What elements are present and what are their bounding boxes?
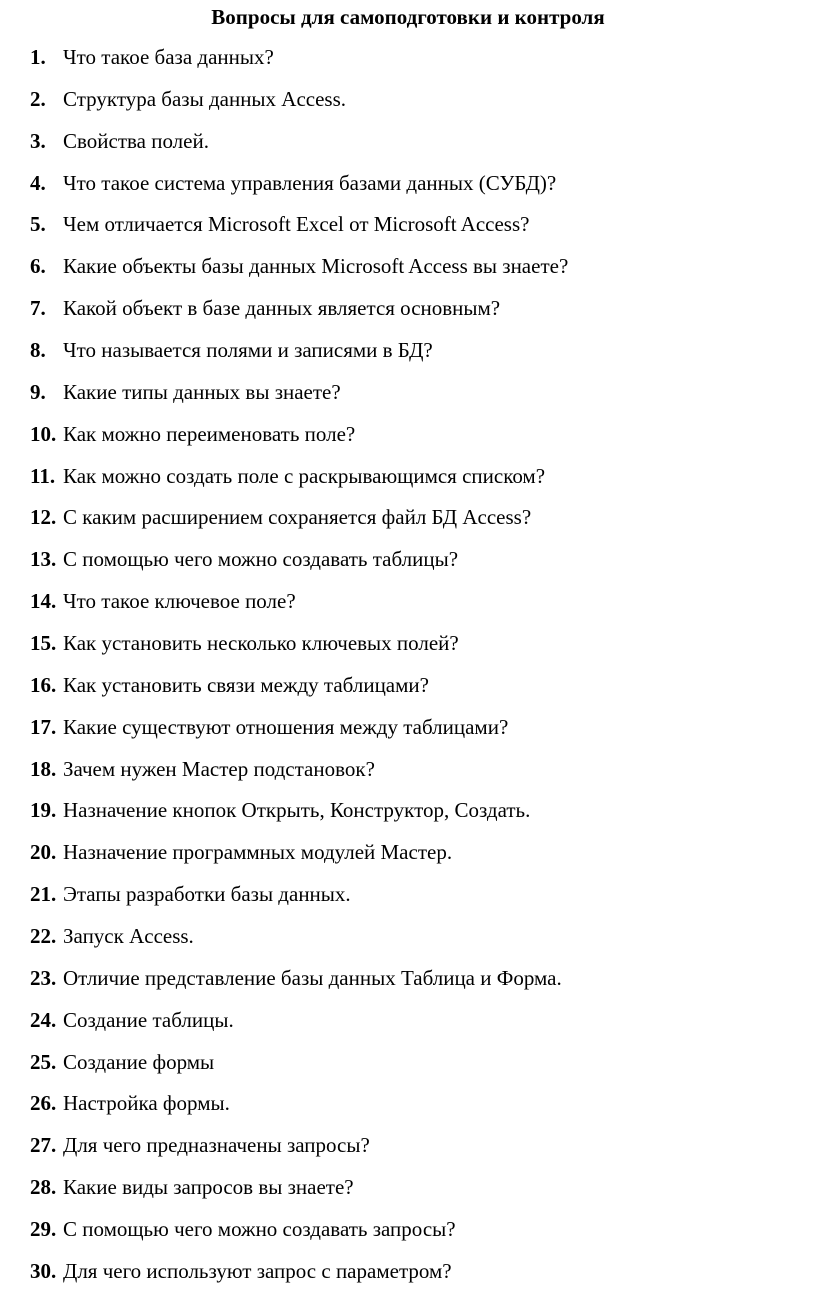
question-item — [30, 167, 816, 209]
question-number: 16. — [30, 672, 57, 697]
question-item — [30, 920, 816, 962]
question-text: С каким расширением сохраняется файл БД Access? — [63, 505, 532, 530]
question-item — [30, 543, 816, 585]
question-number: 2. — [30, 86, 46, 111]
question-text: Как можно создать поле с раскрывающимся списком? — [63, 463, 546, 488]
question-item — [30, 878, 816, 920]
question-text: Запуск Access. — [63, 924, 194, 949]
question-item — [30, 753, 816, 795]
question-text: Какие объекты базы данных Microsoft Access вы знаете? — [63, 254, 569, 279]
question-number: 20. — [30, 840, 57, 865]
question-text: Как установить несколько ключевых полей? — [63, 631, 459, 656]
question-text: Какие существуют отношения между таблицами? — [63, 714, 509, 739]
question-item — [30, 711, 816, 753]
question-text: Как установить связи между таблицами? — [63, 672, 429, 697]
question-text: Создание формы — [63, 1049, 215, 1074]
question-item — [30, 208, 816, 250]
question-item — [30, 250, 816, 292]
question-number: 10. — [30, 421, 57, 446]
question-item — [30, 627, 816, 669]
question-number: 4. — [30, 170, 46, 195]
question-text: Что такое система управления базами данных (СУБД)? — [63, 170, 557, 195]
question-item — [30, 794, 816, 836]
question-text: Какой объект в базе данных является основным? — [63, 296, 501, 321]
question-item — [30, 292, 816, 334]
question-text: Чем отличается Microsoft Excel от Microsoft Access? — [63, 212, 530, 237]
question-number: 3. — [30, 128, 46, 153]
question-item — [30, 334, 816, 376]
question-text: Что называется полями и записями в БД? — [63, 338, 433, 363]
question-number: 1. — [30, 45, 46, 69]
question-item — [30, 1213, 816, 1255]
question-number: 18. — [30, 756, 57, 781]
question-item — [30, 1171, 816, 1213]
question-number: 15. — [30, 631, 57, 656]
question-number: 6. — [30, 254, 46, 279]
question-item — [30, 585, 816, 627]
question-item — [30, 418, 816, 460]
question-number: 27. — [30, 1133, 57, 1158]
question-item — [30, 1255, 816, 1297]
question-text: Для чего предназначены запросы? — [63, 1133, 370, 1158]
question-item — [30, 1129, 816, 1171]
question-number: 11. — [30, 463, 56, 488]
question-text: Какие виды запросов вы знаете? — [63, 1175, 354, 1200]
question-text: Отличие представление базы данных Таблица и Форма. — [63, 965, 562, 990]
question-number: 19. — [30, 798, 57, 823]
question-number: 13. — [30, 547, 57, 572]
question-number: 12. — [30, 505, 57, 530]
question-text: Свойства полей. — [63, 128, 209, 153]
question-text: Какие типы данных вы знаете? — [63, 379, 341, 404]
question-item — [30, 460, 816, 502]
question-text: Структура базы данных Access. — [63, 86, 347, 111]
question-text: Настройка формы. — [63, 1091, 230, 1116]
question-item — [30, 376, 816, 418]
question-number: 25. — [30, 1049, 57, 1074]
question-number: 17. — [30, 714, 57, 739]
question-text: Создание таблицы. — [63, 1007, 234, 1032]
question-number: 24. — [30, 1007, 57, 1032]
question-text: Этапы разработки базы данных. — [63, 882, 351, 907]
question-text: С помощью чего можно создавать таблицы? — [63, 547, 459, 572]
question-item — [30, 1087, 816, 1129]
question-text: Для чего используют запрос с параметром? — [63, 1258, 452, 1283]
question-text: Что такое ключевое поле? — [63, 589, 296, 614]
question-list — [30, 41, 816, 1297]
question-item — [30, 125, 816, 167]
document-title: Вопросы для самоподготовки и контроля — [211, 5, 605, 29]
question-text: Как можно переименовать поле? — [63, 421, 356, 446]
question-text: С помощью чего можно создавать запросы? — [63, 1217, 456, 1242]
question-text: Назначение кнопок Открыть, Конструктор, Создать. — [63, 798, 531, 823]
question-number: 9. — [30, 379, 46, 404]
question-text: Зачем нужен Мастер подстановок? — [63, 756, 375, 781]
question-item — [30, 669, 816, 711]
question-number: 28. — [30, 1175, 57, 1200]
question-item — [30, 1004, 816, 1046]
question-item — [30, 83, 816, 125]
question-number: 8. — [30, 338, 46, 363]
question-number: 29. — [30, 1217, 57, 1242]
question-number: 22. — [30, 924, 57, 949]
question-number: 21. — [30, 882, 57, 907]
question-number: 30. — [30, 1258, 57, 1283]
question-item — [30, 41, 816, 83]
question-number: 23. — [30, 965, 57, 990]
question-number: 5. — [30, 212, 46, 237]
question-item — [30, 962, 816, 1004]
question-number: 14. — [30, 589, 57, 614]
question-text: Назначение программных модулей Мастер. — [63, 840, 453, 865]
question-item — [30, 836, 816, 878]
question-item — [30, 1046, 816, 1088]
question-number: 26. — [30, 1091, 57, 1116]
question-number: 7. — [30, 296, 46, 321]
question-text: Что такое база данных? — [63, 45, 274, 69]
question-item — [30, 501, 816, 543]
